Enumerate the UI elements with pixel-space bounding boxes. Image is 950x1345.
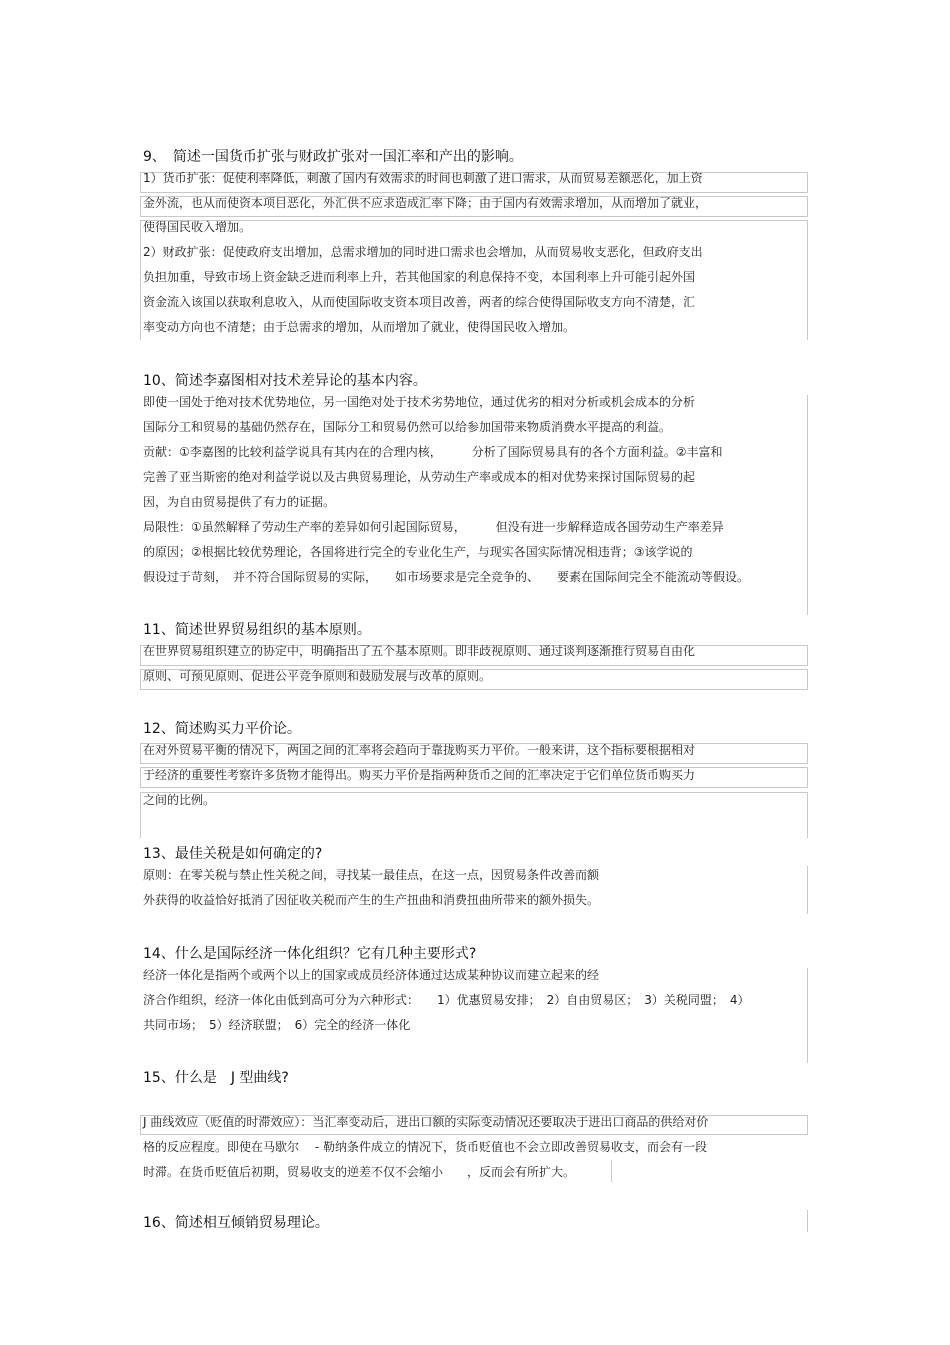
answer-line: 使得国民收入增加。 [143, 220, 252, 234]
answer-line: 经济一体化是指两个或两个以上的国家或成员经济体通过达成某种协议而建立起来的经 [143, 968, 600, 982]
answer-line: J 曲线效应（贬值的时滞效应）：当汇率变动后，进出口额的实际变动情况还要取决于进出口商品的供给对价 [143, 1115, 709, 1129]
question-title: 12、简述购买力平价论。 [143, 721, 301, 737]
question-title: 11、简述世界贸易组织的基本原则。 [143, 622, 371, 638]
answer-line: 因，为自由贸易提供了有力的证据。 [143, 495, 336, 509]
question-title: 14、什么是国际经济一体化组织？它有几种主要形式? [143, 946, 477, 962]
answer-line: 假设过于苛刻， 并不符合国际贸易的实际， 如市场要求是完全竞争的、 要素在国际间完全不能流动等假设。 [143, 570, 750, 584]
border-line [807, 866, 808, 914]
answer-line: 之间的比例。 [143, 793, 216, 807]
answer-line: 外获得的收益恰好抵消了因征收关税而产生的生产扭曲和消费扭曲所带来的额外损失。 [143, 893, 600, 907]
question-title: 16、简述相互倾销贸易理论。 [143, 1215, 329, 1231]
answer-line: 于经济的重要性考察许多货物才能得出。购买力平价是指两种货币之间的汇率决定于它们单位货币购买力 [143, 768, 696, 782]
question-title: 13、最佳关税是如何确定的? [143, 846, 323, 862]
answer-line: 率变动方向也不清楚；由于总需求的增加，从而增加了就业，使得国民收入增加。 [143, 320, 576, 334]
answer-line: 1）货币扩张：促使利率降低，刺激了国内有效需求的时间也刺激了进口需求，从而贸易差额恶化，加上资 [143, 171, 703, 185]
answer-line: 金外流，也从而使资本项目恶化，外汇供不应求造成汇率下降；由于国内有效需求增加，从而增加了就业， [143, 196, 708, 210]
answer-line: 资金流入该国以获取利息收入，从而使国际收支资本项目改善，两者的综合使得国际收支方向不清楚，汇 [143, 295, 696, 309]
answer-line: 即使一国处于绝对技术优势地位，另一国绝对处于技术劣势地位，通过优劣的相对分析或机会成本的分析 [143, 395, 696, 409]
answer-line: 济合作组织，经济一体化由低到高可分为六种形式： 1）优惠贸易安排； 2）自由贸易区； 3）关税同盟； 4） [143, 993, 750, 1007]
border-line [807, 968, 808, 1063]
answer-line: 完善了亚当斯密的绝对利益学说以及古典贸易理论，从劳动生产率或成本的相对优势来探讨国际贸易的起 [143, 470, 696, 484]
question-title: 10、简述李嘉图相对技术差异论的基本内容。 [143, 373, 427, 389]
answer-line: 原则、可预见原则、促进公平竞争原则和鼓励发展与改革的原则。 [143, 669, 492, 683]
answer-line: 国际分工和贸易的基础仍然存在，国际分工和贸易仍然可以给参加国带来物质消费水平提高的利益。 [143, 420, 672, 434]
border-line [807, 395, 808, 615]
question-title: 15、什么是 J 型曲线? [143, 1070, 289, 1086]
answer-line: 共同市场； 5）经济联盟； 6）完全的经济一体化 [143, 1018, 411, 1032]
answer-line: 在对外贸易平衡的情况下，两国之间的汇率将会趋向于靠拢购买力平价。一般来讲，这个指标要根据相对 [143, 743, 696, 757]
answer-line: 局限性：①虽然解释了劳动生产率的差异如何引起国际贸易， 但没有进一步解释造成各国劳动生产率差异 [143, 520, 724, 534]
answer-line: 在世界贸易组织建立的协定中，明确指出了五个基本原则。即非歧视原则、通过谈判逐渐推行贸易自由化 [143, 644, 696, 658]
border-box [140, 792, 808, 838]
border-line [611, 1160, 612, 1182]
answer-line: 贡献：①李嘉图的比较利益学说具有其内在的合理内核， 分析了国际贸易具有的各个方面利益。②丰富和 [143, 445, 723, 459]
answer-line: 2）财政扩张：促使政府支出增加，总需求增加的同时进口需求也会增加，从而贸易收支恶化，但政府支出 [143, 245, 703, 259]
border-line [807, 1210, 808, 1232]
answer-line: 格的反应程度。即使在马歇尔 - 勒纳条件成立的情况下，货币贬值也不会立即改善贸易收支，而会有一段 [143, 1140, 707, 1154]
question-title: 9、 简述一国货币扩张与财政扩张对一国汇率和产出的影响。 [143, 149, 523, 165]
answer-line: 原则：在零关税与禁止性关税之间，寻找某一最佳点，在这一点，因贸易条件改善而额 [143, 868, 600, 882]
answer-line: 负担加重，导致市场上资金缺乏进而利率上升，若其他国家的利息保持不变，本国利率上升可能引起外国 [143, 270, 696, 284]
answer-line: 的原因；②根据比较优势理论，各国将进行完全的专业化生产，与现实各国实际情况相违背；③该学说的 [143, 545, 693, 559]
answer-line: 时滞。在货币贬值后初期，贸易收支的逆差不仅不会缩小 ，反而会有所扩大。 [143, 1165, 576, 1179]
